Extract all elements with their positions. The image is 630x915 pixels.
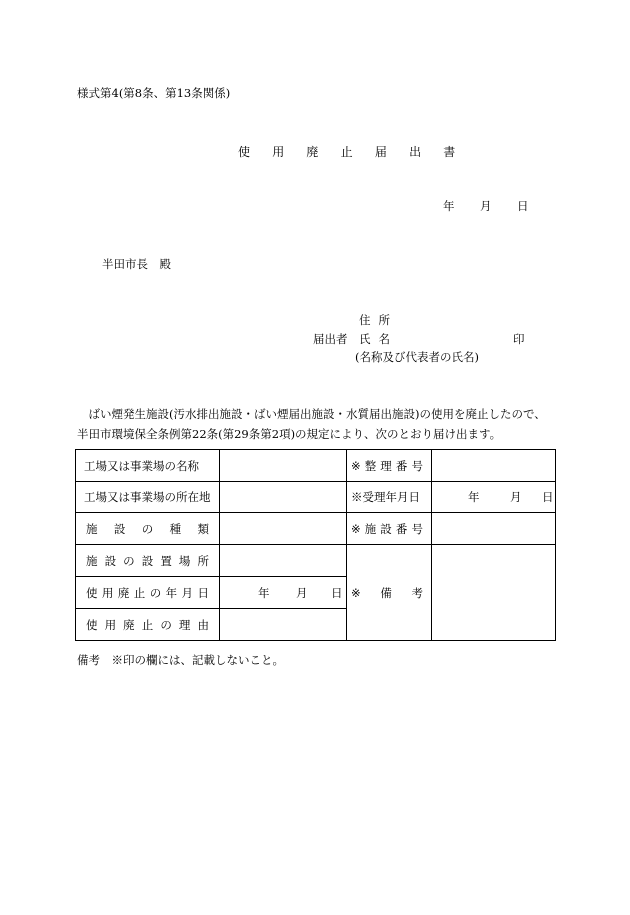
document-title: 使 用 廃 止 届 出 書: [238, 145, 465, 159]
remarks-label: ※ 備 考: [351, 585, 423, 600]
addressee: 半田市長 殿: [102, 257, 171, 271]
name-note: (名称及び代表者の氏名): [355, 350, 479, 364]
discontinue-month-label: 月: [296, 585, 308, 600]
facility-site-field[interactable]: [220, 545, 346, 576]
remarks-field: [432, 545, 555, 640]
address-label: 住所: [359, 313, 398, 327]
facility-type-label: 施 設 の 種 類: [86, 521, 209, 536]
discontinue-reason-field[interactable]: [220, 609, 346, 640]
received-month-label: 月: [510, 490, 522, 504]
factory-location-label: 工場又は事業場の所在地: [84, 490, 211, 504]
reference-number-field: [432, 450, 555, 481]
body-line-1: ばい煙発生施設(汚水排出施設・ばい煙届出施設・水質届出施設)の使用を廃止したので、: [77, 407, 546, 421]
name-label: 氏名: [359, 332, 398, 346]
discontinue-date-field[interactable]: [220, 577, 346, 608]
discontinue-year-label: 年: [258, 585, 270, 600]
factory-name-label: 工場又は事業場の名称: [84, 458, 199, 473]
date-month-label: 月: [480, 199, 492, 213]
footer-note: 備考 ※印の欄には、記載しないこと。: [77, 653, 284, 667]
received-date-label: ※受理年月日: [351, 490, 420, 504]
facility-number-field: [432, 513, 555, 544]
facility-type-field[interactable]: [220, 513, 346, 544]
discontinue-date-label: 使 用 廃 止 の 年 月 日: [86, 585, 209, 600]
form-table: [75, 449, 556, 641]
reference-number-label: ※ 整 理 番 号: [351, 458, 423, 473]
date-year-label: 年: [443, 199, 455, 213]
facility-site-label: 施 設 の 設 置 場 所: [86, 553, 209, 568]
received-year-label: 年: [468, 490, 480, 504]
factory-location-field[interactable]: [220, 482, 346, 512]
facility-number-label: ※ 施 設 番 号: [351, 521, 423, 536]
form-number: 様式第4(第8条、第13条関係): [77, 86, 231, 100]
body-line-2: 半田市環境保全条例第22条(第29条第2項)の規定により、次のとおり届け出ます。: [77, 427, 502, 441]
received-date-field: [432, 482, 555, 512]
factory-name-field[interactable]: [220, 450, 346, 481]
received-day-label: 日: [542, 490, 554, 504]
notifier-label: 届出者: [313, 332, 348, 346]
body-text: [77, 404, 546, 444]
discontinue-reason-label: 使 用 廃 止 の 理 由: [86, 617, 209, 632]
date-day-label: 日: [517, 199, 529, 213]
seal-label: 印: [513, 332, 525, 346]
discontinue-day-label: 日: [331, 585, 343, 600]
